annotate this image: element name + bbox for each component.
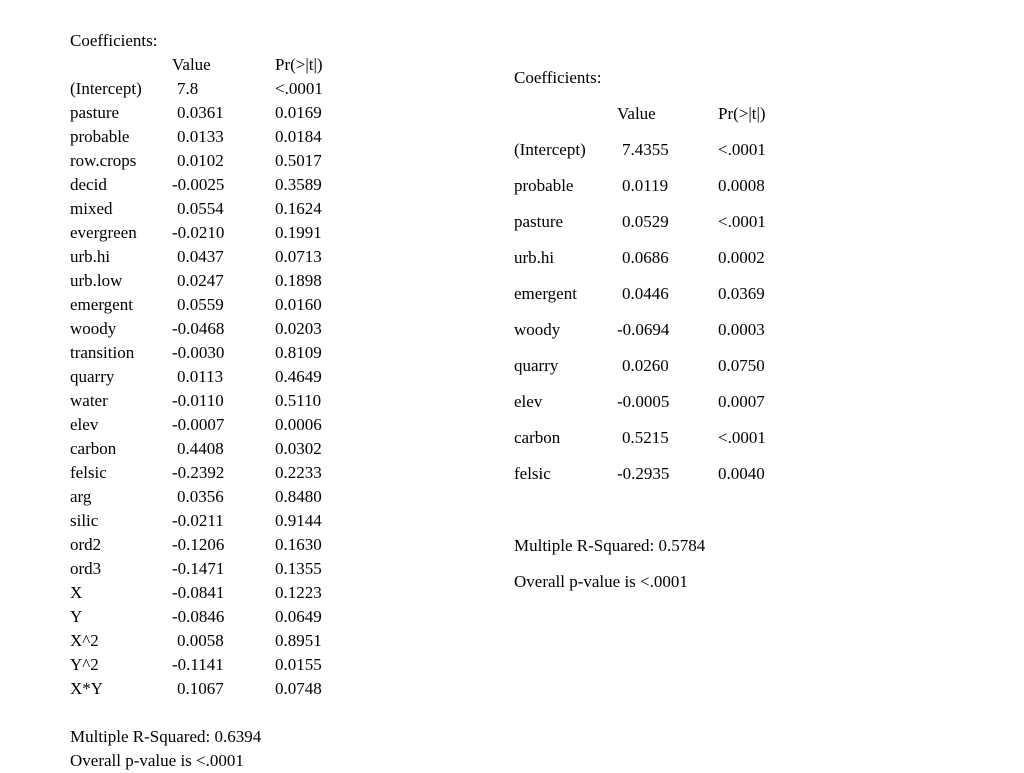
p-value: 0.8480 [275, 487, 322, 506]
coefficient-value: -0.0007 [172, 415, 225, 434]
p-value: <.0001 [275, 79, 323, 98]
coefficient-value: 0.5215 [622, 428, 669, 447]
coefficient-value: 7.4355 [622, 140, 669, 159]
coefficient-value: -0.2935 [617, 464, 670, 483]
coefficient-value: 0.0133 [177, 127, 224, 146]
term-name: woody [514, 320, 561, 339]
p-value: <.0001 [718, 212, 766, 231]
coefficient-value: 0.0529 [622, 212, 669, 231]
p-value: 0.0369 [718, 284, 765, 303]
term-name: (Intercept) [70, 79, 142, 98]
p-value: <.0001 [718, 140, 766, 159]
p-value: 0.3589 [275, 175, 322, 194]
coefficient-value: 0.0554 [177, 199, 224, 218]
term-name: X*Y [70, 679, 104, 698]
coefficient-value: -0.0694 [617, 320, 670, 339]
overall-p-value-text: Overall p-value is <.0001 [70, 751, 244, 770]
r-squared-text: Multiple R-Squared: 0.5784 [514, 536, 706, 555]
coefficient-value: -0.0030 [172, 343, 225, 362]
term-name: silic [70, 511, 99, 530]
term-name: pasture [514, 212, 564, 231]
coefficient-value: -0.0841 [172, 583, 225, 602]
coefficients-heading: Coefficients: [514, 68, 602, 87]
term-name: carbon [70, 439, 117, 458]
term-name: arg [70, 487, 92, 506]
p-value: 0.0184 [275, 127, 322, 146]
p-value: 0.0003 [718, 320, 765, 339]
p-value: 0.0748 [275, 679, 322, 698]
coefficient-value: -0.2392 [172, 463, 225, 482]
p-value: 0.1223 [275, 583, 322, 602]
coefficient-value: 0.0446 [622, 284, 669, 303]
coefficient-value: 7.8 [177, 79, 199, 98]
p-value: 0.0155 [275, 655, 322, 674]
term-name: Y [70, 607, 83, 626]
overall-p-value-text: Overall p-value is <.0001 [514, 572, 688, 591]
term-name: X^2 [70, 631, 99, 650]
term-name: felsic [70, 463, 107, 482]
coefficient-value: -0.1206 [172, 535, 225, 554]
p-value: 0.2233 [275, 463, 322, 482]
coefficient-value: 0.0260 [622, 356, 669, 375]
term-name: urb.hi [514, 248, 555, 267]
p-value: 0.5017 [275, 151, 322, 170]
p-value: 0.1355 [275, 559, 322, 578]
p-value: 0.8951 [275, 631, 322, 650]
term-name: urb.low [70, 271, 123, 290]
coefficient-value: -0.0211 [172, 511, 224, 530]
coefficient-value: 0.0113 [177, 367, 224, 386]
p-value: 0.9144 [275, 511, 322, 530]
value-column-header: Value [172, 55, 211, 74]
p-value: 0.1898 [275, 271, 322, 290]
p-value: 0.0713 [275, 247, 322, 266]
p-value: 0.0006 [275, 415, 322, 434]
p-value: 0.0302 [275, 439, 322, 458]
p-value: 0.0160 [275, 295, 322, 314]
p-value: 0.0040 [718, 464, 765, 483]
coefficient-value: 0.0119 [622, 176, 669, 195]
p-value-column-header: Pr(>|t|) [275, 55, 323, 74]
p-value: <.0001 [718, 428, 766, 447]
coefficient-value: -0.0025 [172, 175, 225, 194]
term-name: emergent [514, 284, 577, 303]
coefficients-heading: Coefficients: [70, 31, 158, 50]
p-value: 0.8109 [275, 343, 322, 362]
coefficient-value: -0.0005 [617, 392, 670, 411]
term-name: elev [70, 415, 99, 434]
p-value: 0.0169 [275, 103, 322, 122]
term-name: felsic [514, 464, 551, 483]
term-name: urb.hi [70, 247, 111, 266]
p-value: 0.0002 [718, 248, 765, 267]
term-name: elev [514, 392, 543, 411]
term-name: Y^2 [70, 655, 99, 674]
term-name: transition [70, 343, 135, 362]
p-value: 0.1991 [275, 223, 322, 242]
coefficient-value: 0.0058 [177, 631, 224, 650]
p-value: 0.0007 [718, 392, 765, 411]
term-name: ord3 [70, 559, 102, 578]
p-value: 0.0203 [275, 319, 322, 338]
coefficient-value: 0.0247 [177, 271, 224, 290]
coefficient-value: -0.1141 [172, 655, 224, 674]
term-name: ord2 [70, 535, 102, 554]
p-value: 0.1630 [275, 535, 322, 554]
term-name: decid [70, 175, 107, 194]
coefficient-value: -0.0110 [172, 391, 224, 410]
value-column-header: Value [617, 104, 656, 123]
coefficient-value: 0.4408 [177, 439, 224, 458]
coefficient-value: -0.0210 [172, 223, 225, 242]
p-value: 0.0649 [275, 607, 322, 626]
term-name: quarry [70, 367, 115, 386]
coefficient-value: 0.0686 [622, 248, 669, 267]
term-name: probable [514, 176, 574, 195]
p-value-column-header: Pr(>|t|) [718, 104, 766, 123]
p-value: 0.4649 [275, 367, 322, 386]
term-name: X [70, 583, 83, 602]
p-value: 0.1624 [275, 199, 322, 218]
term-name: woody [70, 319, 117, 338]
term-name: probable [70, 127, 130, 146]
term-name: row.crops [70, 151, 137, 170]
p-value: 0.0008 [718, 176, 765, 195]
coefficient-value: -0.0468 [172, 319, 225, 338]
p-value: 0.0750 [718, 356, 765, 375]
term-name: quarry [514, 356, 559, 375]
term-name: water [70, 391, 108, 410]
coefficient-value: 0.0361 [177, 103, 224, 122]
r-squared-text: Multiple R-Squared: 0.6394 [70, 727, 262, 746]
coefficient-value: 0.0559 [177, 295, 224, 314]
coefficient-value: 0.1067 [177, 679, 224, 698]
term-name: (Intercept) [514, 140, 586, 159]
term-name: evergreen [70, 223, 137, 242]
coefficient-value: -0.1471 [172, 559, 225, 578]
term-name: pasture [70, 103, 120, 122]
coefficient-value: -0.0846 [172, 607, 225, 626]
p-value: 0.5110 [275, 391, 322, 410]
term-name: mixed [70, 199, 113, 218]
coefficient-value: 0.0356 [177, 487, 224, 506]
coefficient-value: 0.0102 [177, 151, 224, 170]
term-name: emergent [70, 295, 133, 314]
coefficient-value: 0.0437 [177, 247, 224, 266]
term-name: carbon [514, 428, 561, 447]
